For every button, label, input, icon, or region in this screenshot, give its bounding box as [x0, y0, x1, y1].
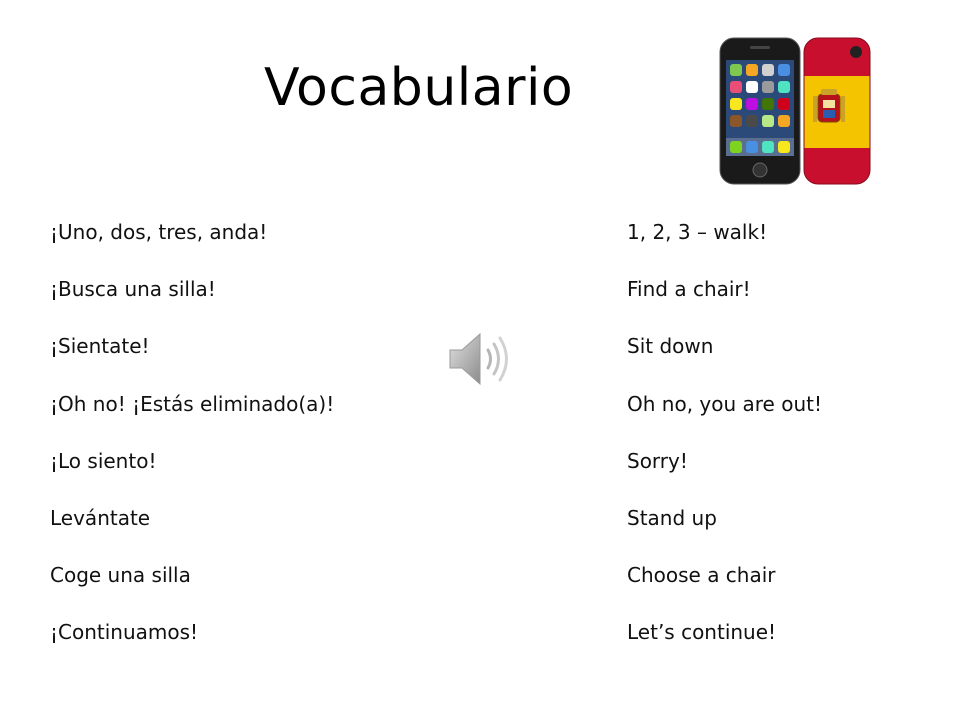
spanish-phrase: ¡Oh no! ¡Estás eliminado(a)!: [50, 391, 335, 416]
english-translation: Stand up: [627, 505, 717, 530]
speaker-icon[interactable]: [446, 328, 516, 390]
english-translation: 1, 2, 3 – walk!: [627, 220, 768, 244]
spanish-phrase: Levántate: [50, 505, 151, 530]
spanish-phrase: ¡Lo siento!: [50, 448, 157, 473]
spanish-phrase: ¡Busca una silla!: [50, 277, 216, 302]
english-translation: Oh no, you are out!: [627, 391, 822, 416]
english-translation: Let’s continue!: [627, 620, 777, 645]
slide-title: Vocabulario: [264, 58, 574, 118]
english-translation: Sit down: [627, 334, 714, 359]
spanish-phrase: Coge una silla: [50, 563, 191, 588]
english-translation: Find a chair!: [627, 277, 751, 302]
spanish-phrase: ¡Continuamos!: [50, 620, 199, 645]
spanish-phrase: ¡Uno, dos, tres, anda!: [50, 220, 268, 244]
phone-spanish-flag-icon: [676, 34, 876, 190]
english-translation: Choose a chair: [627, 563, 776, 588]
spanish-column: [50, 218, 470, 676]
english-translation: Sorry!: [627, 448, 688, 473]
english-column: [627, 218, 947, 676]
spanish-phrase: ¡Sientate!: [50, 334, 150, 359]
